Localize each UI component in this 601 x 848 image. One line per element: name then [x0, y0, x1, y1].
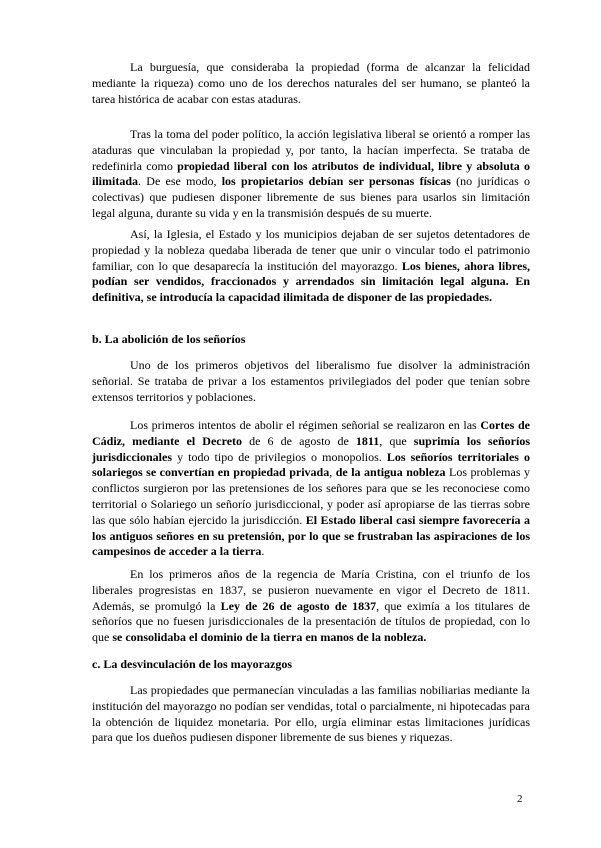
- paragraph-objetivos-liberalismo: [92, 358, 530, 405]
- paragraph-iglesia-estado: [92, 227, 530, 306]
- paragraph-accion-legislativa: [92, 127, 530, 222]
- paragraph-text: La burguesía, que consideraba la propiedad (forma de alcanzar la felicidad mediante la riqueza) como uno de los derechos naturales del ser humano, se planteó la tarea histórica de acabar con estas ataduras.: [92, 60, 530, 106]
- paragraph-propiedades-vinculadas: [92, 683, 530, 746]
- bold-run: Cortes de Cádiz, mediante el Decreto: [92, 418, 530, 448]
- paragraph-cortes-cadiz: [92, 418, 530, 560]
- text-run: ,: [329, 465, 336, 480]
- text-run: En los primeros años de la regencia de María Cristina, con el triunfo de los liberales progresistas en 1837, se pusieron nuevamente en vigor el Decreto de 1811. Además, se promulgó la: [92, 567, 530, 613]
- page-number: 2: [517, 793, 523, 805]
- bold-run: Los señoríos territoriales o solariegos se convertían en propiedad privada: [92, 449, 531, 480]
- bold-run: propiedad liberal con los atributos de individual, libre y absoluta o ilimitada: [92, 158, 530, 189]
- text-run: (no jurídicas o colectivas) que pudiesen disponer libremente de sus bienes para usarlos sin limitación legal alguna, durante su vida y en la transmisión después de su muerte.: [92, 174, 530, 220]
- bold-run: los propietarios debían ser personas físicas: [221, 174, 451, 189]
- bold-run: suprimía los señoríos jurisdiccionales: [92, 433, 531, 464]
- text-run: de 6 de agosto de: [242, 433, 356, 448]
- paragraph-text: Uno de los primeros objetivos del liberalismo fue disolver la administración señorial. Se trataba de privar a los estamentos privilegiados del poder que tenían sobre extensos territorios y poblaciones.: [92, 358, 530, 404]
- section-heading-abolicion-senorios: b. La abolición de los señoríos: [92, 332, 246, 346]
- text-run: y todo tipo de privilegios o monopolios.: [172, 449, 387, 464]
- section-heading-desvinculacion-mayorazgos: c. La desvinculación de los mayorazgos: [92, 657, 292, 671]
- paragraph-text: Las propiedades que permanecían vinculadas a las familias nobiliarias mediante la institución del mayorazgo no podían ser vendidas, total o parcialmente, ni hipotecadas para la obtención de liquidez monetaria. Por ello, urgía eliminar estas limitaciones jurídicas para que los dueños pudiesen disponer libremente de sus bienes y riquezas.: [92, 683, 530, 745]
- bold-run: Ley de 26 de agosto de 1837: [220, 598, 377, 613]
- text-run: . De ese modo,: [138, 174, 222, 189]
- text-run: Los primeros intentos de abolir el régimen señorial se realizaron en las: [130, 418, 481, 432]
- bold-run: de la antigua nobleza: [335, 465, 446, 480]
- bold-run: Los bienes, ahora libres, podían ser vendidos, fraccionados y arrendados sin limitación legal alguna. En definitiva, se introducía la capacidad ilimitada de disponer de las propiedades.: [92, 258, 530, 305]
- bold-run: se consolidaba el dominio de la tierra en manos de la nobleza.: [112, 630, 427, 645]
- text-run: Los problemas y conflictos surgieron por las pretensiones de los señores para que se les reconociese como territorial o Solariego un señorío jurisdiccional, y poder así apropiarse de las tierras sobre las que sólo habían ejercido la jurisdicción.: [92, 465, 530, 527]
- bold-run: 1811: [355, 433, 380, 448]
- text-run: , que: [379, 433, 414, 448]
- bold-run: El Estado liberal casi siempre favorecería a los antiguos señores en su pretensión, por lo que se frustraban las aspiraciones de los campesinos de acceder a la tierra: [92, 512, 530, 559]
- text-run: , que eximía a los titulares de señoríos que no fuesen jurisdiccionales de la presentación de títulos de propiedad, con lo que: [92, 598, 530, 645]
- text-run: Tras la toma del poder político, la acción legislativa liberal se orientó a romper las ataduras que vinculaban la propiedad y, por tanto, la hacían imperfecta. Se trataba de redefinirla como: [92, 127, 530, 173]
- text-run: .: [261, 544, 265, 559]
- paragraph-burguesia: [92, 60, 530, 107]
- paragraph-regencia-maria-cristina: [92, 567, 530, 646]
- text-run: Así, la Iglesia, el Estado y los municipios dejaban de ser sujetos detentadores de propiedad y la nobleza quedaba liberada de tener que unir o vincular todo el patrimonio familiar, con lo que desaparecía la institución del mayorazgo.: [92, 227, 530, 273]
